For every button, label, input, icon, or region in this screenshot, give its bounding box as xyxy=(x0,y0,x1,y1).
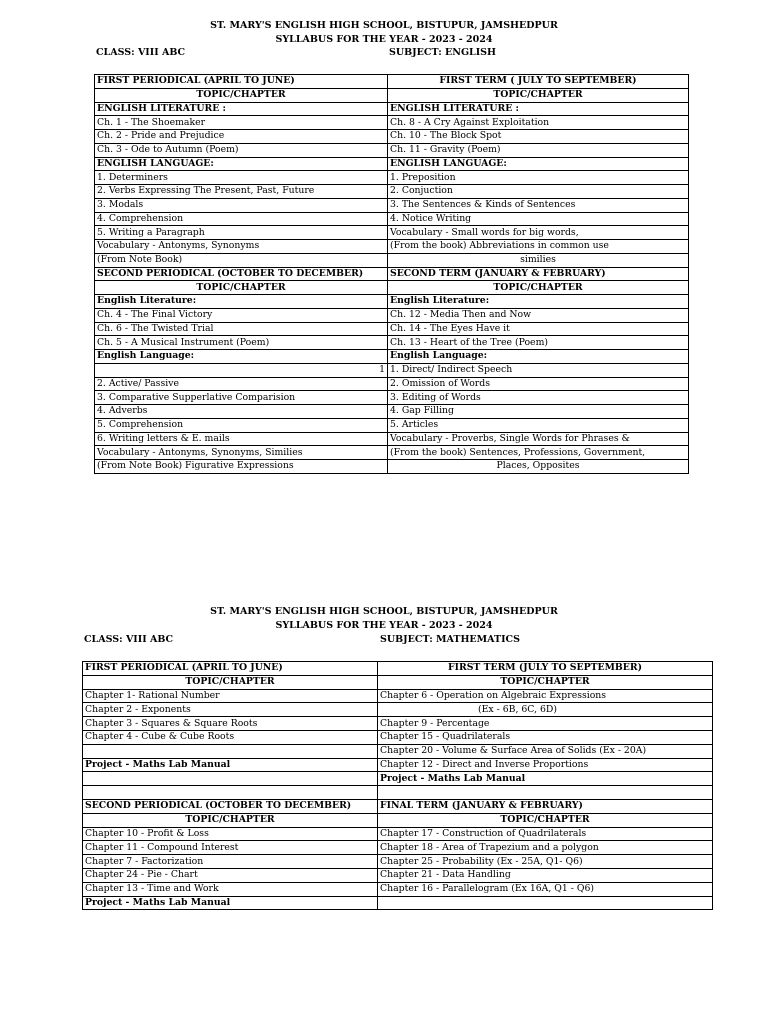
table-row xyxy=(95,391,689,405)
table-cell-left: Ch. 3 - Ode to Autumn (Poem) xyxy=(95,143,388,157)
table-row xyxy=(95,281,689,295)
table-cell-left: 3. Comparative Supperlative Comparision xyxy=(95,391,388,405)
table-row xyxy=(83,799,713,813)
table-cell-right: Project - Maths Lab Manual xyxy=(378,772,713,786)
table-cell-right: Ch. 12 - Media Then and Now xyxy=(388,308,689,322)
table-cell-left: 5. Comprehension xyxy=(95,418,388,432)
table-row xyxy=(95,308,689,322)
table-cell-left: TOPIC/CHAPTER xyxy=(95,88,388,102)
table-cell-right: 5. Articles xyxy=(388,418,689,432)
table-cell-right: Vocabulary - Proverbs, Single Words for Phrases & xyxy=(388,432,689,446)
table-cell-right: ENGLISH LITERATURE : xyxy=(388,102,689,116)
table-cell-left: 2. Verbs Expressing The Present, Past, Future xyxy=(95,185,388,199)
table-cell-left xyxy=(83,744,378,758)
table-cell-left: SECOND PERIODICAL (OCTOBER TO DECEMBER) xyxy=(95,267,388,281)
table-cell-right: ENGLISH LANGUAGE: xyxy=(388,157,689,171)
table-row xyxy=(95,88,689,102)
table-cell-left: ENGLISH LANGUAGE: xyxy=(95,157,388,171)
table-cell-right: TOPIC/CHAPTER xyxy=(388,88,689,102)
table-row xyxy=(83,662,713,676)
table-row xyxy=(95,198,689,212)
table-row xyxy=(83,841,713,855)
table-row xyxy=(95,212,689,226)
table-row xyxy=(95,363,689,377)
table-cell-left xyxy=(83,772,378,786)
table-cell-right: Chapter 12 - Direct and Inverse Proportions xyxy=(378,758,713,772)
table-row xyxy=(95,143,689,157)
table-cell-right: Ch. 8 - A Cry Against Exploitation xyxy=(388,116,689,130)
table-row xyxy=(83,868,713,882)
table-cell-right: Chapter 15 - Quadrilaterals xyxy=(378,730,713,744)
table-cell-left: TOPIC/CHAPTER xyxy=(83,813,378,827)
table-cell-left: Chapter 11 - Compound Interest xyxy=(83,841,378,855)
english-syllabus-table xyxy=(94,74,689,474)
table-cell-left: 5. Writing a Paragraph xyxy=(95,226,388,240)
maths-syllabus-year: SYLLABUS FOR THE YEAR - 2023 - 2024 xyxy=(275,620,493,631)
table-row xyxy=(95,226,689,240)
table-row xyxy=(95,240,689,254)
table-cell-right: Chapter 25 - Probability (Ex - 25A, Q1- Q6) xyxy=(378,855,713,869)
table-row xyxy=(95,102,689,116)
table-cell-right xyxy=(378,786,713,800)
table-cell-right: (From the book) Sentences, Professions, Government, xyxy=(388,446,689,460)
maths-school-title: ST. MARY'S ENGLISH HIGH SCHOOL, BISTUPUR, JAMSHEDPUR xyxy=(210,606,558,617)
table-cell-right: similies xyxy=(388,253,689,267)
table-cell-right: 3. The Sentences & Kinds of Sentences xyxy=(388,198,689,212)
table-cell-left: TOPIC/CHAPTER xyxy=(95,281,388,295)
table-cell-left: 1 xyxy=(95,363,388,377)
table-cell-left: Ch. 6 - The Twisted Trial xyxy=(95,322,388,336)
table-row xyxy=(83,730,713,744)
table-cell-right: Chapter 18 - Area of Trapezium and a polygon xyxy=(378,841,713,855)
table-cell-right: English Literature: xyxy=(388,295,689,309)
english-class-label: CLASS: VIII ABC xyxy=(96,47,186,58)
maths-syllabus-table xyxy=(82,661,713,910)
table-cell-left: 4. Adverbs xyxy=(95,405,388,419)
table-cell-right: 4. Gap Filling xyxy=(388,405,689,419)
table-cell-right: SECOND TERM (JANUARY & FEBRUARY) xyxy=(388,267,689,281)
table-row xyxy=(83,675,713,689)
table-cell-left: Project - Maths Lab Manual xyxy=(83,896,378,910)
table-row xyxy=(83,813,713,827)
table-row xyxy=(95,171,689,185)
table-row xyxy=(95,336,689,350)
table-row xyxy=(95,418,689,432)
table-row xyxy=(95,432,689,446)
table-cell-left: Chapter 7 - Factorization xyxy=(83,855,378,869)
table-row xyxy=(83,882,713,896)
table-row xyxy=(83,689,713,703)
table-cell-left: 3. Modals xyxy=(95,198,388,212)
table-cell-right: TOPIC/CHAPTER xyxy=(388,281,689,295)
table-cell-right: 4. Notice Writing xyxy=(388,212,689,226)
table-cell-right: 2. Omission of Words xyxy=(388,377,689,391)
table-cell-left: (From Note Book) Figurative Expressions xyxy=(95,460,388,474)
table-cell-left: Ch. 5 - A Musical Instrument (Poem) xyxy=(95,336,388,350)
table-cell-left: English Language: xyxy=(95,350,388,364)
table-cell-left: ENGLISH LITERATURE : xyxy=(95,102,388,116)
table-cell-right: Chapter 21 - Data Handling xyxy=(378,868,713,882)
table-row xyxy=(83,855,713,869)
table-row xyxy=(83,786,713,800)
table-cell-right: 3. Editing of Words xyxy=(388,391,689,405)
table-cell-left: 6. Writing letters & E. mails xyxy=(95,432,388,446)
table-row xyxy=(83,896,713,910)
table-cell-left: Vocabulary - Antonyms, Synonyms xyxy=(95,240,388,254)
table-cell-right xyxy=(378,896,713,910)
table-cell-right: FIRST TERM ( JULY TO SEPTEMBER) xyxy=(388,75,689,89)
table-cell-right: Vocabulary - Small words for big words, xyxy=(388,226,689,240)
maths-class-label: CLASS: VIII ABC xyxy=(84,634,174,645)
table-cell-right: TOPIC/CHAPTER xyxy=(378,675,713,689)
table-cell-right: Chapter 6 - Operation on Algebraic Expressions xyxy=(378,689,713,703)
table-cell-left: 1. Determiners xyxy=(95,171,388,185)
table-cell-left: (From Note Book) xyxy=(95,253,388,267)
table-cell-right: FINAL TERM (JANUARY & FEBRUARY) xyxy=(378,799,713,813)
table-cell-right: (From the book) Abbreviations in common use xyxy=(388,240,689,254)
table-cell-left: 4. Comprehension xyxy=(95,212,388,226)
table-cell-left xyxy=(83,786,378,800)
table-cell-right: Chapter 17 - Construction of Quadrilaterals xyxy=(378,827,713,841)
table-cell-right: Chapter 20 - Volume & Surface Area of Solids (Ex - 20A) xyxy=(378,744,713,758)
table-cell-right: Ch. 14 - The Eyes Have it xyxy=(388,322,689,336)
table-row xyxy=(95,75,689,89)
table-row xyxy=(95,322,689,336)
table-cell-left: Ch. 2 - Pride and Prejudice xyxy=(95,130,388,144)
table-row xyxy=(95,460,689,474)
english-school-title: ST. MARY'S ENGLISH HIGH SCHOOL, BISTUPUR, JAMSHEDPUR xyxy=(210,20,558,31)
table-cell-left: Ch. 4 - The Final Victory xyxy=(95,308,388,322)
table-cell-right: 1. Preposition xyxy=(388,171,689,185)
table-cell-right: TOPIC/CHAPTER xyxy=(378,813,713,827)
table-row xyxy=(95,185,689,199)
table-cell-left: TOPIC/CHAPTER xyxy=(83,675,378,689)
table-row xyxy=(95,377,689,391)
table-row xyxy=(83,744,713,758)
table-cell-left: Chapter 10 - Profit & Loss xyxy=(83,827,378,841)
table-cell-left: Vocabulary - Antonyms, Synonyms, Similies xyxy=(95,446,388,460)
table-cell-left: Project - Maths Lab Manual xyxy=(83,758,378,772)
table-row xyxy=(95,130,689,144)
table-cell-right: Ch. 13 - Heart of the Tree (Poem) xyxy=(388,336,689,350)
table-cell-right: Chapter 9 - Percentage xyxy=(378,717,713,731)
table-cell-right: English Language: xyxy=(388,350,689,364)
table-cell-left: Chapter 3 - Squares & Square Roots xyxy=(83,717,378,731)
table-row xyxy=(95,157,689,171)
table-cell-left: FIRST PERIODICAL (APRIL TO JUNE) xyxy=(83,662,378,676)
table-cell-right: Ch. 11 - Gravity (Poem) xyxy=(388,143,689,157)
table-row xyxy=(83,827,713,841)
table-cell-right: 2. Conjuction xyxy=(388,185,689,199)
table-cell-right: Places, Opposites xyxy=(388,460,689,474)
table-row xyxy=(95,295,689,309)
table-row xyxy=(95,253,689,267)
table-cell-left: Chapter 4 - Cube & Cube Roots xyxy=(83,730,378,744)
table-cell-left: FIRST PERIODICAL (APRIL TO JUNE) xyxy=(95,75,388,89)
table-cell-right: (Ex - 6B, 6C, 6D) xyxy=(378,703,713,717)
table-row xyxy=(95,116,689,130)
table-row xyxy=(83,703,713,717)
table-cell-right: 1. Direct/ Indirect Speech xyxy=(388,363,689,377)
maths-subject-label: SUBJECT: MATHEMATICS xyxy=(380,634,520,645)
table-row xyxy=(95,350,689,364)
table-cell-right: FIRST TERM (JULY TO SEPTEMBER) xyxy=(378,662,713,676)
table-row xyxy=(95,405,689,419)
table-cell-left: Ch. 1 - The Shoemaker xyxy=(95,116,388,130)
table-row xyxy=(83,772,713,786)
table-cell-left: Chapter 1- Rational Number xyxy=(83,689,378,703)
table-cell-left: Chapter 24 - Pie - Chart xyxy=(83,868,378,882)
table-cell-left: Chapter 13 - Time and Work xyxy=(83,882,378,896)
table-row xyxy=(83,717,713,731)
table-cell-left: English Literature: xyxy=(95,295,388,309)
english-subject-label: SUBJECT: ENGLISH xyxy=(389,47,497,58)
table-cell-left: Chapter 2 - Exponents xyxy=(83,703,378,717)
table-cell-right: Ch. 10 - The Block Spot xyxy=(388,130,689,144)
table-cell-left: SECOND PERIODICAL (OCTOBER TO DECEMBER) xyxy=(83,799,378,813)
table-row xyxy=(95,446,689,460)
table-cell-left: 2. Active/ Passive xyxy=(95,377,388,391)
table-row xyxy=(95,267,689,281)
english-syllabus-year: SYLLABUS FOR THE YEAR - 2023 - 2024 xyxy=(275,34,493,45)
table-row xyxy=(83,758,713,772)
table-cell-right: Chapter 16 - Parallelogram (Ex 16A, Q1 - Q6) xyxy=(378,882,713,896)
